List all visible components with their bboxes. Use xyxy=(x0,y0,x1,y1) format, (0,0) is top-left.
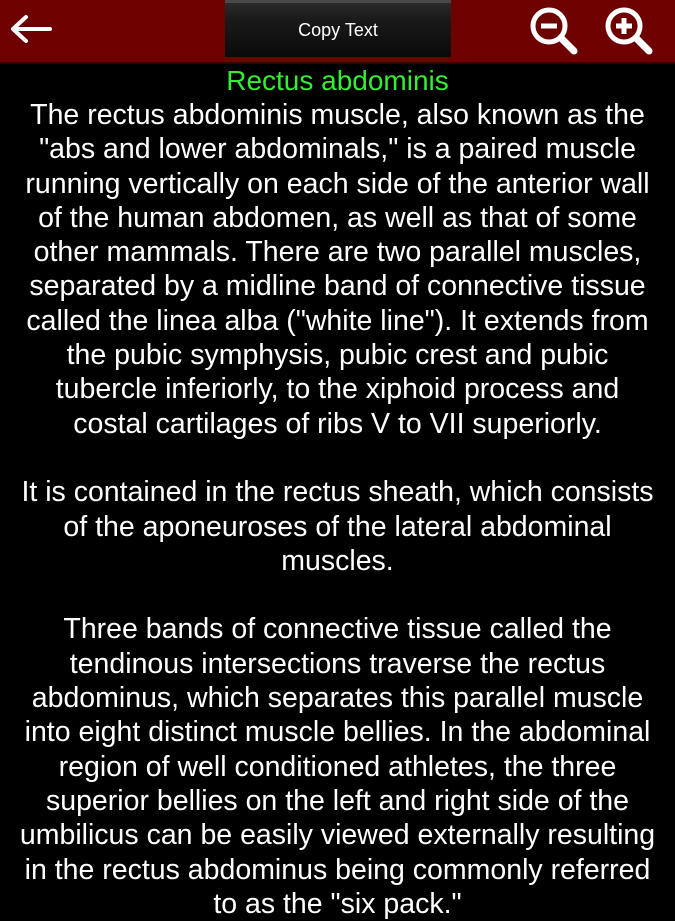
zoom-out-button[interactable] xyxy=(528,5,580,57)
paragraph-spacer xyxy=(0,578,675,612)
copy-text-button[interactable] xyxy=(225,0,451,57)
article-paragraph-2: It is contained in the rectus sheath, which consists of the aponeuroses of the lateral abdominal muscles. xyxy=(21,476,654,577)
paragraph-spacer xyxy=(0,441,675,475)
zoom-in-icon xyxy=(603,5,655,57)
zoom-out-icon xyxy=(528,5,580,57)
article-paragraph-1: The rectus abdominis muscle, also known as the "abs and lower abdominals," is a paired muscle running vertically on each side of the anterior wall of the human abdomen, as well as that of some other mammals. There are two parallel muscles, separated by a midline band of connective tissue called the linea alba ("white line"). It extends from the pubic symphysis, pubic crest and pubic tubercle inferiorly, to the xiphoid process and costal cartilages of ribs V to VII superiorly. xyxy=(25,99,650,440)
copy-text-label: Copy Text xyxy=(298,19,378,40)
article-title: Rectus abdominis xyxy=(226,65,449,96)
back-button[interactable] xyxy=(6,8,56,50)
arrow-left-icon xyxy=(6,8,56,50)
article-content xyxy=(0,64,675,920)
zoom-in-button[interactable] xyxy=(603,5,655,57)
article-paragraph-3: Three bands of connective tissue called the tendinous intersections traverse the rectus abdominus, which separates this parallel muscle into eight distinct muscle bellies. In the abdominal region of well conditioned athletes, the three superior bellies on the left and right side of the umbilicus can be easily viewed externally resulting in the rectus abdominus being commonly referred to as the "six pack." xyxy=(19,613,656,920)
top-toolbar xyxy=(0,0,675,64)
